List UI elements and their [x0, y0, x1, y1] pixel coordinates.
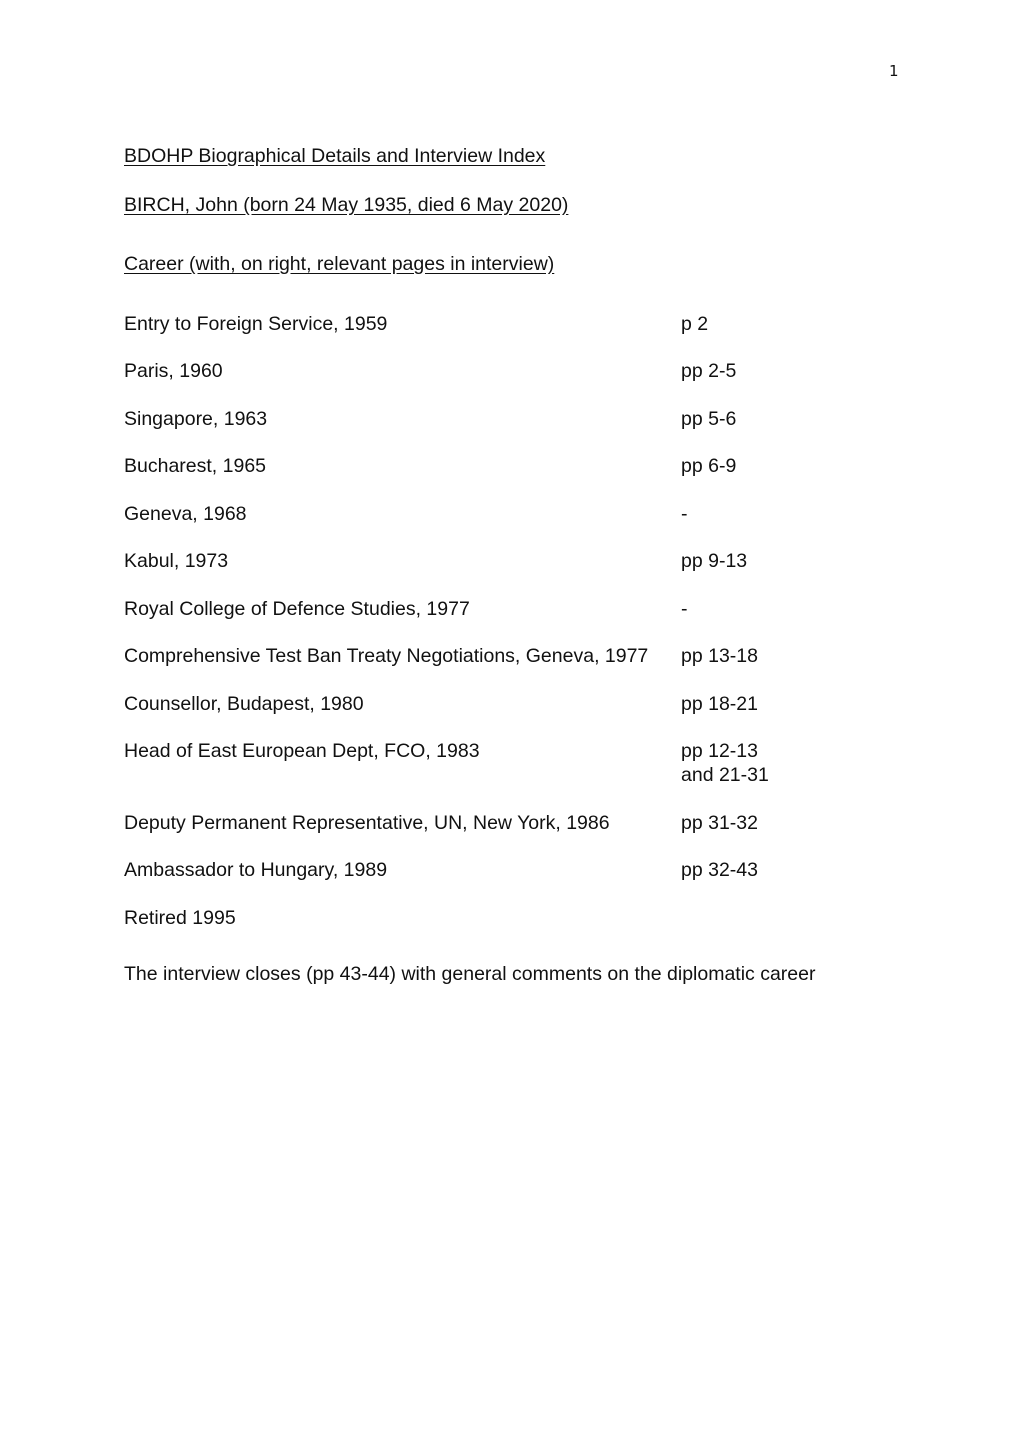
career-pages: [681, 502, 688, 526]
career-pages: [681, 549, 747, 573]
career-page-ref: p 2: [681, 313, 709, 335]
career-pages: [681, 811, 758, 835]
career-post: Retired 1995: [124, 907, 236, 929]
document-title: BDOHP Biographical Details and Interview Index: [124, 145, 546, 167]
career-post: Bucharest, 1965: [124, 455, 267, 477]
career-page-ref: pp 6-9: [681, 455, 737, 477]
career-pages: [681, 359, 736, 383]
career-pages: [681, 739, 769, 787]
career-page-ref: pp 2-5: [681, 360, 737, 382]
career-pages: [681, 692, 758, 716]
page-number: 1: [889, 62, 899, 80]
career-post: Kabul, 1973: [124, 550, 229, 572]
career-page-ref: -: [681, 598, 688, 620]
career-post: Paris, 1960: [124, 360, 223, 382]
subject-heading: BIRCH, John (born 24 May 1935, died 6 May 2020): [124, 194, 569, 216]
career-post: Ambassador to Hungary, 1989: [124, 859, 388, 881]
career-post: Head of East European Dept, FCO, 1983: [124, 740, 480, 762]
career-pages: [681, 644, 758, 668]
career-pages: [681, 407, 736, 431]
career-post: Geneva, 1968: [124, 503, 247, 525]
career-page-ref: pp 18-21: [681, 693, 758, 715]
career-page-ref: pp 13-18: [681, 645, 758, 667]
career-post: Comprehensive Test Ban Treaty Negotiations, Geneva, 1977: [124, 645, 649, 667]
career-pages: [681, 312, 708, 336]
career-page-ref: pp 5-6: [681, 408, 737, 430]
career-post: Entry to Foreign Service, 1959: [124, 313, 388, 335]
career-page-ref: pp 12-13: [681, 740, 758, 762]
career-page-ref: pp 32-43: [681, 859, 758, 881]
career-page-ref: pp 31-32: [681, 812, 758, 834]
career-post: Deputy Permanent Representative, UN, New York, 1986: [124, 812, 610, 834]
career-pages: [681, 454, 736, 478]
career-page-ref: and 21-31: [681, 764, 769, 786]
career-post: Singapore, 1963: [124, 408, 268, 430]
career-heading: Career (with, on right, relevant pages in interview): [124, 253, 555, 275]
career-page-ref: -: [681, 503, 688, 525]
career-post: Royal College of Defence Studies, 1977: [124, 598, 470, 620]
career-pages: [681, 597, 688, 621]
career-pages: [681, 858, 758, 882]
closing-note: The interview closes (pp 43-44) with general comments on the diplomatic career: [124, 963, 816, 985]
career-post: Counsellor, Budapest, 1980: [124, 693, 364, 715]
career-page-ref: pp 9-13: [681, 550, 748, 572]
